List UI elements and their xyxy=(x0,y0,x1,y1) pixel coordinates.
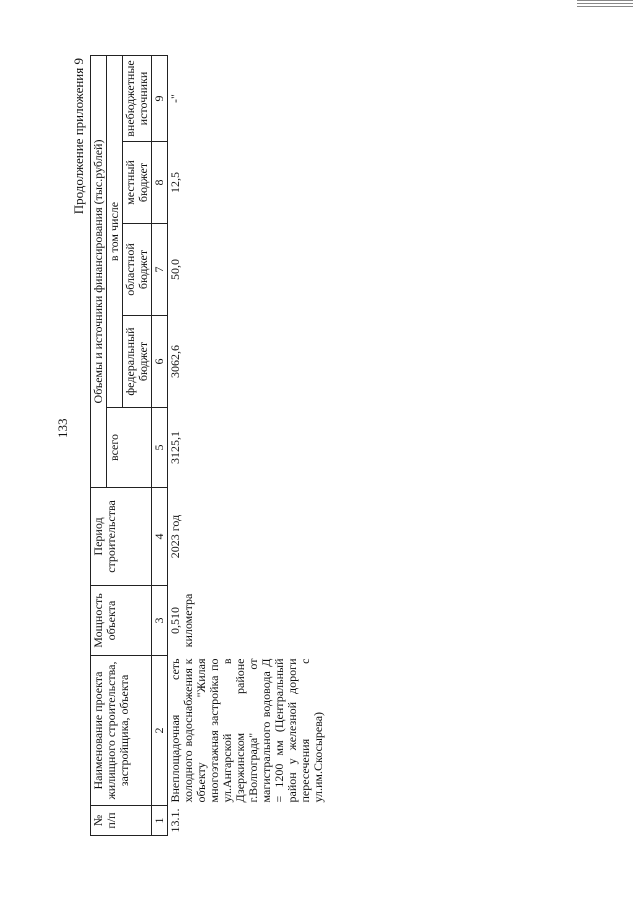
row-capacity: 0,510 километра xyxy=(168,593,195,648)
row-local: 12,5 xyxy=(168,172,182,193)
header-number: № п/п xyxy=(91,806,152,836)
row-total: 3125,1 xyxy=(168,431,182,464)
header-funding-group: Объемы и источники финансирования (тыс.рублей) xyxy=(91,56,107,488)
rotated-page-content xyxy=(72,46,572,836)
row-extrabudget: -" xyxy=(168,94,182,103)
table-row xyxy=(168,56,327,836)
column-number-cell: 5 xyxy=(152,408,168,488)
column-number-cell: 9 xyxy=(152,56,168,142)
page-number: 133 xyxy=(55,418,70,438)
column-number-cell: 8 xyxy=(152,142,168,224)
header-period: Период строительства xyxy=(91,488,152,586)
row-federal: 3062,6 xyxy=(168,345,182,378)
continuation-label: Продолжение приложения 9 xyxy=(71,58,86,215)
row-period: 2023 год xyxy=(168,514,182,559)
header-including: в том числе xyxy=(107,56,123,408)
financing-table xyxy=(90,55,326,836)
column-number-cell: 2 xyxy=(152,656,168,806)
row-number: 13.1. xyxy=(168,808,182,833)
column-number-cell: 4 xyxy=(152,488,168,586)
column-number-cell: 6 xyxy=(152,316,168,408)
header-regional: областной бюджет xyxy=(123,224,152,316)
column-number-cell: 3 xyxy=(152,586,168,656)
header-capacity: Мощность объекта xyxy=(91,586,152,656)
column-number-cell: 7 xyxy=(152,224,168,316)
column-number-row xyxy=(152,56,168,836)
row-project-name: Внеплощадочная сеть холодного водоснабжения к объекту "Жилая многоэтажная застройка по ул.Ангарской в Дзержинском районе г.Волгограда" от магистрального водовода Д = 1200 мм (Центральный район у железной дороги пересечения с ул.им.Скосырева) xyxy=(168,658,325,803)
header-project-name: Наименование проекта жилищного строительства, застройщика, объекта xyxy=(91,656,152,806)
header-federal: федеральный бюджет xyxy=(123,316,152,408)
header-extrabudget: внебюджетные источники xyxy=(123,56,152,142)
header-total: всего xyxy=(107,408,152,488)
column-number-cell: 1 xyxy=(152,806,168,836)
row-regional: 50,0 xyxy=(168,259,182,280)
header-local: местный бюджет xyxy=(123,142,152,224)
scan-edge-mark xyxy=(577,0,633,9)
